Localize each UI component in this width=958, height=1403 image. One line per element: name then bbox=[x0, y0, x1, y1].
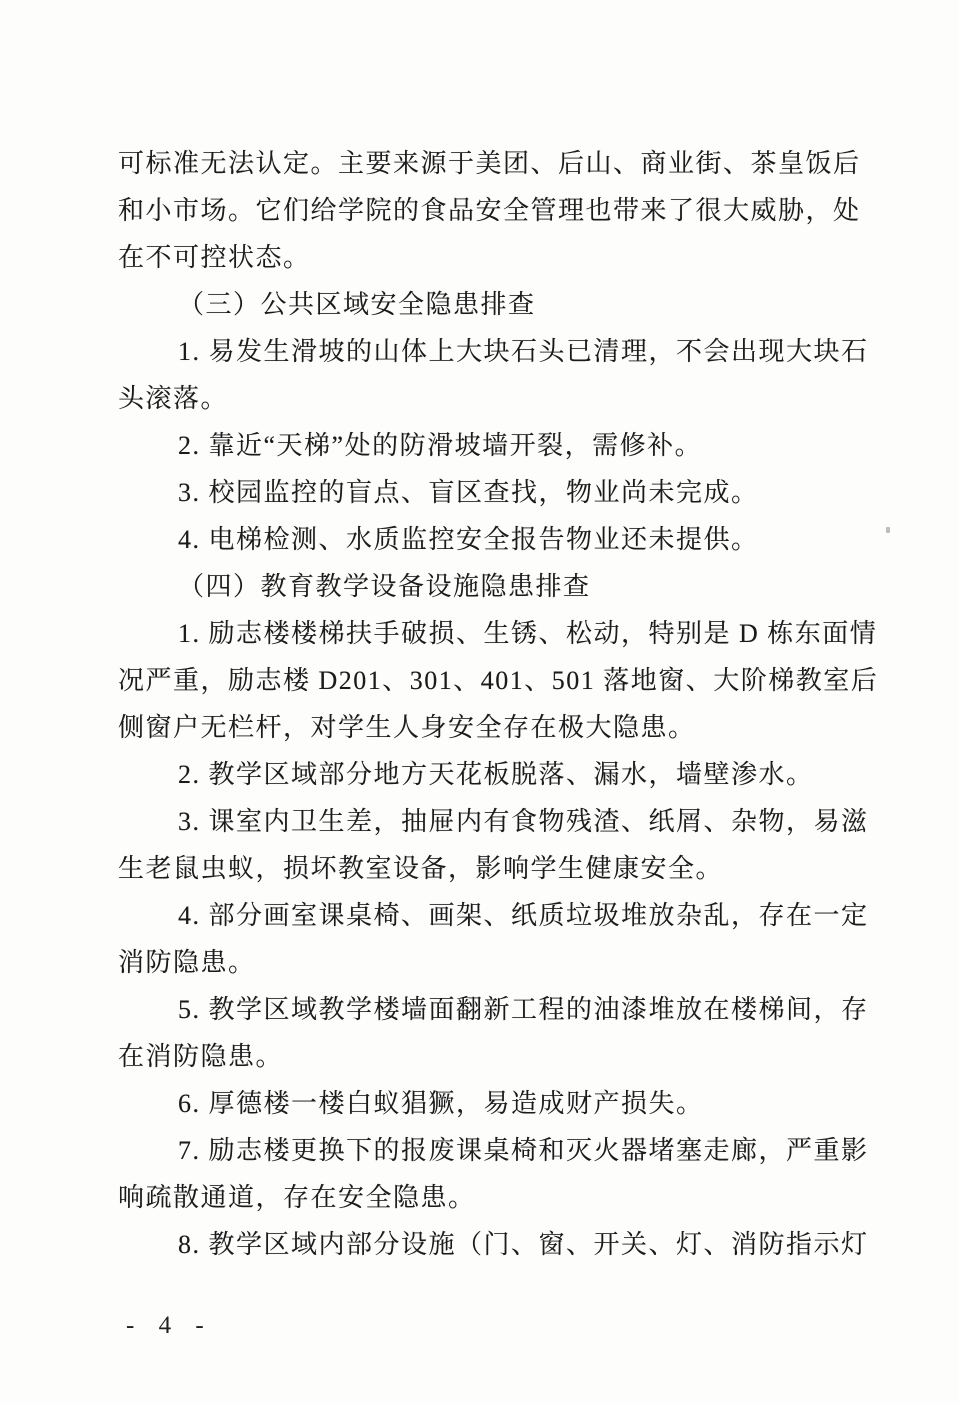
text-line: 在消防隐患。 bbox=[118, 1042, 284, 1071]
page-number: - 4 - bbox=[126, 1312, 213, 1339]
text-line: 1. 易发生滑坡的山体上大块石头已清理，不会出现大块石 bbox=[178, 337, 869, 366]
section-heading: （四）教育教学设备设施隐患排查 bbox=[178, 572, 591, 601]
text-line: 3. 校园监控的盲点、盲区查找，物业尚未完成。 bbox=[178, 478, 759, 507]
text-line: 头滚落。 bbox=[118, 384, 229, 413]
section-heading: （三）公共区域安全隐患排查 bbox=[178, 290, 536, 319]
document-body bbox=[118, 140, 879, 1268]
scan-artifact bbox=[886, 527, 890, 533]
text-line: 2. 靠近“天梯”处的防滑坡墙开裂，需修补。 bbox=[178, 431, 703, 460]
text-line: 4. 电梯检测、水质监控安全报告物业还未提供。 bbox=[178, 525, 759, 554]
text-line: 2. 教学区域部分地方天花板脱落、漏水，墙壁渗水。 bbox=[178, 760, 814, 789]
text-line: 生老鼠虫蚁，损坏教室设备，影响学生健康安全。 bbox=[118, 854, 724, 883]
text-line: 4. 部分画室课桌椅、画架、纸质垃圾堆放杂乱，存在一定 bbox=[178, 901, 869, 930]
text-line: 8. 教学区域内部分设施（门、窗、开关、灯、消防指示灯 bbox=[178, 1230, 869, 1259]
text-line: 和小市场。它们给学院的食品安全管理也带来了很大威胁，处 bbox=[118, 196, 861, 225]
text-line: 可标准无法认定。主要来源于美团、后山、商业街、茶皇饭后 bbox=[118, 149, 861, 178]
text-line: 5. 教学区域教学楼墙面翻新工程的油漆堆放在楼梯间，存 bbox=[178, 995, 869, 1024]
text-line: 1. 励志楼楼梯扶手破损、生锈、松动，特别是 D 栋东面情 bbox=[178, 619, 878, 648]
text-line: 响疏散通道，存在安全隐患。 bbox=[118, 1183, 476, 1212]
text-line: 侧窗户无栏杆，对学生人身安全存在极大隐患。 bbox=[118, 713, 696, 742]
text-line: 6. 厚德楼一楼白蚁猖獗，易造成财产损失。 bbox=[178, 1089, 704, 1118]
text-line: 3. 课室内卫生差，抽屉内有食物残渣、纸屑、杂物，易滋 bbox=[178, 807, 869, 836]
text-line: 消防隐患。 bbox=[118, 948, 256, 977]
text-line: 在不可控状态。 bbox=[118, 243, 311, 272]
text-line: 况严重，励志楼 D201、301、401、501 落地窗、大阶梯教室后 bbox=[118, 666, 879, 695]
text-line: 7. 励志楼更换下的报废课桌椅和灭火器堵塞走廊，严重影 bbox=[178, 1136, 869, 1165]
